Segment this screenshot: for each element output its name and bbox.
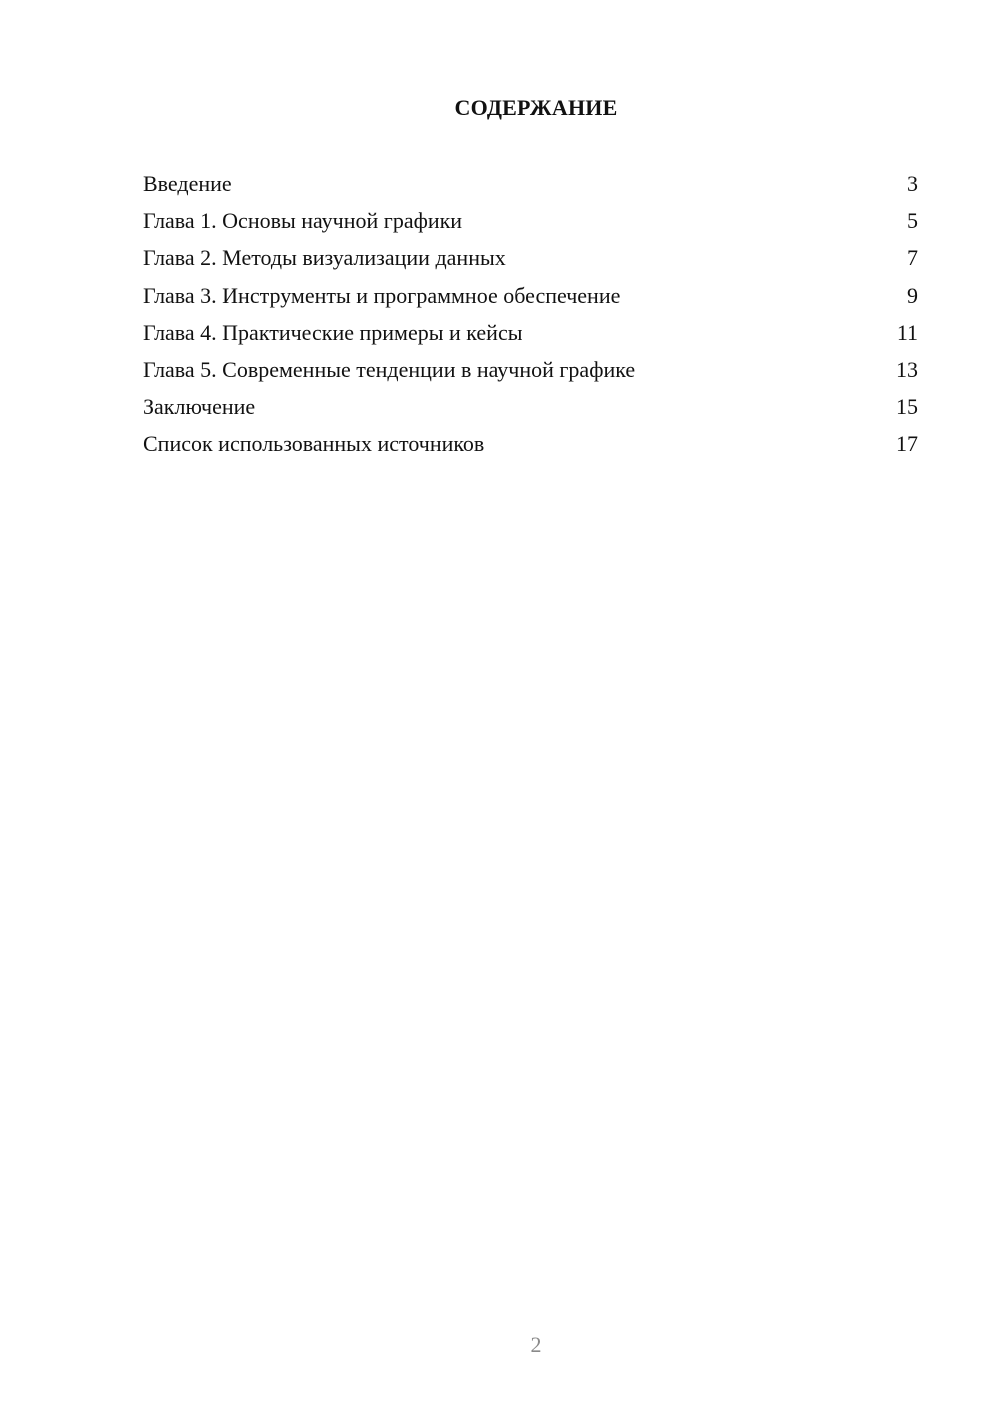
toc-entry-label: Глава 3. Инструменты и программное обеспечение — [143, 282, 621, 308]
toc-entry-label: Введение — [143, 171, 232, 196]
toc-entry-label: Список использованных источников — [143, 431, 485, 457]
toc-entry-label: Заключение — [143, 394, 256, 420]
toc-entry-chapter-3 — [143, 277, 918, 314]
toc-entry-page: 7 — [907, 245, 918, 271]
toc-entry-introduction — [143, 165, 918, 202]
toc-title: СОДЕРЖАНИЕ — [454, 95, 618, 120]
toc-entry-references — [143, 425, 918, 462]
toc-entry-label: Глава 1. Основы научной графики — [143, 208, 463, 234]
toc-entry-page: 3 — [907, 171, 918, 196]
toc-entry-page: 9 — [907, 282, 918, 308]
toc-entry-page: 13 — [896, 356, 918, 382]
toc-entry-page: 17 — [896, 431, 918, 457]
toc-entry-label: Глава 5. Современные тенденции в научной графике — [143, 356, 636, 382]
page-number: 2 — [530, 1332, 542, 1357]
toc-entry-chapter-1 — [143, 202, 918, 239]
toc-entry-chapter-4 — [143, 314, 918, 351]
toc-entry-conclusion — [143, 388, 918, 425]
toc-entry-page: 11 — [896, 319, 918, 345]
toc-entry-chapter-2 — [143, 239, 918, 276]
toc-entry-label: Глава 4. Практические примеры и кейсы — [143, 319, 523, 345]
toc-entry-page: 15 — [896, 394, 918, 420]
toc-entry-label: Глава 2. Методы визуализации данных — [143, 245, 506, 271]
toc-entry-page: 5 — [907, 208, 918, 234]
toc-list — [143, 165, 918, 463]
toc-entry-chapter-5 — [143, 351, 918, 388]
